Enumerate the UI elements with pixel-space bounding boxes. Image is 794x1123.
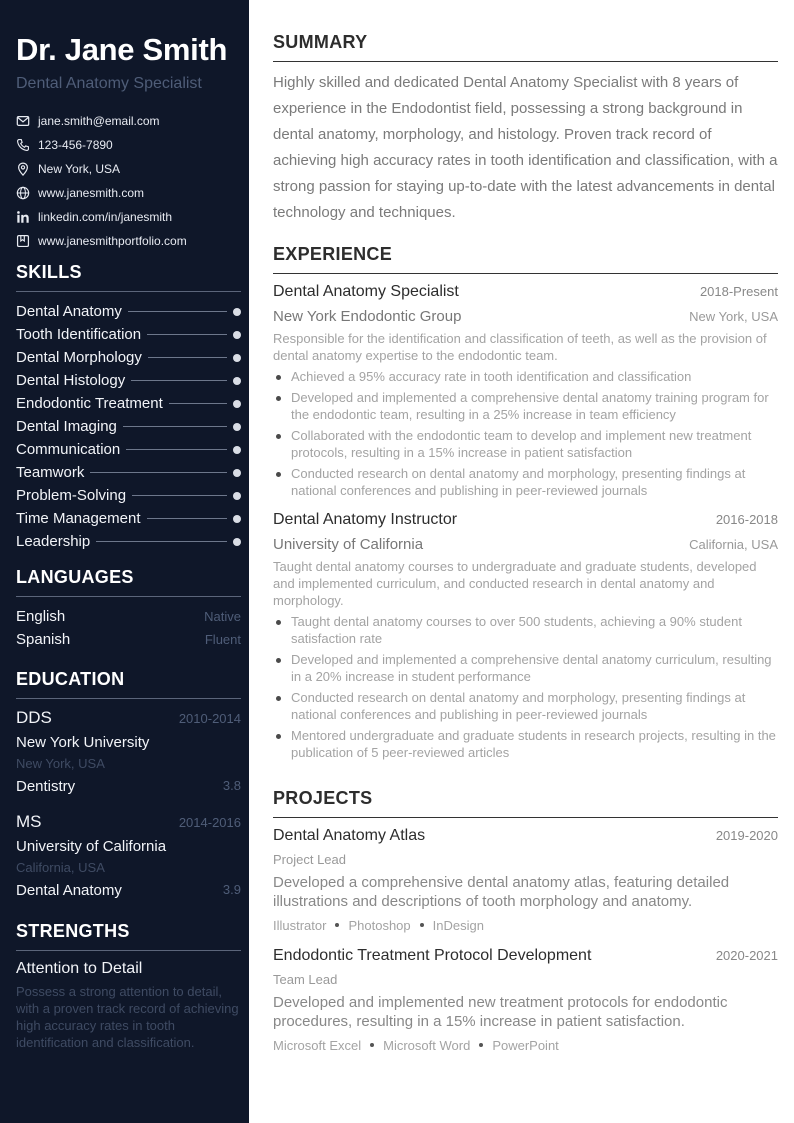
education-field: Dental Anatomy [16,882,122,899]
skill-item [16,461,241,484]
location-icon [16,162,30,176]
experience-entry [273,283,778,499]
job-dates: 2018-Present [699,284,778,299]
summary-heading: SUMMARY [273,32,778,62]
summary-text: Highly skilled and dedicated Dental Anatomy Specialist with 8 years of experience in the Endodontist field, possessing a strong background in dental anatomy, morphology, and histology. Proven track record of achieving high accuracy rates in tooth identification and classification, with a strong passion for staying up-to-date with the latest advancements in dental technology and techniques. [273,74,778,221]
skill-dot [233,515,241,523]
skill-dot [233,446,241,454]
project-entry [273,827,778,935]
education-field-row [16,882,241,904]
contact-portfolio[interactable] [16,229,241,253]
candidate-name: Dr. Jane Smith [16,32,228,67]
project-role: Team Lead [273,972,338,987]
job-dates: 2016-2018 [715,512,778,527]
skill-dot [233,331,241,339]
experience-entry [273,511,778,761]
education-heading: EDUCATION [16,669,241,699]
job-company: New York Endodontic Group [273,308,462,325]
achievement-item: Mentored undergraduate and graduate students in research projects, resulting in the publication of 5 peer-reviewed articles [273,727,778,761]
language-item [16,605,241,628]
contact-linkedin[interactable] [16,205,241,229]
project-role: Project Lead [273,852,346,867]
project-title: Endodontic Treatment Protocol Development [273,947,592,964]
languages-section [16,567,241,651]
contact-location [16,157,241,181]
education-field: Dentistry [16,778,76,795]
skills-section [16,262,241,553]
contact-list [16,109,241,253]
experience-heading: EXPERIENCE [273,244,778,274]
project-entry [273,947,778,1055]
achievement-item: Developed and implemented a comprehensive dental anatomy curriculum, resulting in a 20% increase in student performance [273,651,778,685]
language-level: Fluent [204,632,241,647]
achievement-item: Taught dental anatomy courses to over 500 students, achieving a 90% student satisfaction rate [273,613,778,647]
job-title: Dental Anatomy Specialist [273,283,459,300]
skill-label: Dental Imaging [16,418,117,435]
education-degree: MS [16,812,42,831]
tool-item: Microsoft Excel [273,1037,362,1053]
skill-line [90,472,227,473]
projects-section [273,788,778,1055]
portfolio-icon [16,234,30,248]
skill-item [16,530,241,553]
education-years: 2014-2016 [178,815,241,830]
project-header [273,827,778,852]
skill-item [16,415,241,438]
education-school: New York University [16,734,150,751]
linkedin-icon [16,210,30,224]
education-degree: DDS [16,708,52,727]
skill-dot [233,308,241,316]
language-level: Native [204,609,241,624]
summary-section [273,32,778,226]
job-location: California, USA [689,537,778,552]
projects-heading: PROJECTS [273,788,778,818]
contact-email[interactable] [16,109,241,133]
job-achievements [273,613,778,761]
tool-item: PowerPoint [492,1037,559,1053]
tool-item: InDesign [432,917,484,933]
skill-dot [233,423,241,431]
tool-separator [420,923,424,927]
contact-website-text: www.janesmith.com [38,186,145,200]
project-header [273,947,778,972]
language-name: English [16,608,66,625]
phone-icon [16,138,30,152]
strength-title: Attention to Detail [16,960,143,977]
skill-label: Communication [16,441,121,458]
skill-label: Time Management [16,510,141,527]
tool-separator [335,923,339,927]
language-item [16,628,241,651]
contact-portfolio-text: www.janesmithportfolio.com [38,234,187,248]
skill-dot [233,492,241,500]
achievement-item: Achieved a 95% accuracy rate in tooth identification and classification [273,368,778,385]
skill-item [16,438,241,461]
skill-line [147,334,227,335]
skill-line [128,311,227,312]
education-entry [16,812,241,904]
achievement-item: Collaborated with the endodontic team to develop and implement new treatment protocols, resulting in a 15% increase in patient satisfaction [273,427,778,461]
tool-separator [479,1043,483,1047]
skill-dot [233,469,241,477]
achievement-item: Developed and implemented a comprehensive dental anatomy training program for the endodontic team, resulting in a 25% increase in team efficiency [273,389,778,423]
skill-item [16,300,241,323]
candidate-title: Dental Anatomy Specialist [16,75,202,92]
skill-line [123,426,227,427]
job-header [273,283,778,308]
skill-label: Tooth Identification [16,326,142,343]
skill-line [96,541,227,542]
project-dates: 2020-2021 [715,948,778,963]
education-entry [16,708,241,800]
project-title: Dental Anatomy Atlas [273,827,426,844]
skill-item [16,346,241,369]
job-title: Dental Anatomy Instructor [273,511,458,528]
education-field-row [16,778,241,800]
skill-line [132,495,227,496]
achievement-item: Conducted research on dental anatomy and morphology, presenting findings at national conferences and publishing in peer-reviewed journals [273,689,778,723]
job-description: Responsible for the identification and classification of teeth, as well as the provision of dental anatomy expertise to the endodontic team. [273,331,767,363]
contact-location-text: New York, USA [38,162,121,176]
education-years: 2010-2014 [178,711,241,726]
skills-list [16,300,241,553]
skill-dot [233,538,241,546]
project-description: Developed a comprehensive dental anatomy atlas, featuring detailed illustrations and descriptions of tooth morphology and anatomy. [273,874,730,910]
sidebar [0,0,249,1123]
skill-item [16,369,241,392]
education-degree-row [16,812,241,838]
languages-list [16,605,241,651]
education-section [16,669,241,904]
tool-item: Illustrator [273,917,327,933]
contact-phone[interactable] [16,133,241,157]
language-name: Spanish [16,631,71,648]
skill-label: Teamwork [16,464,85,481]
skill-dot [233,354,241,362]
education-location: New York, USA [16,756,105,771]
project-tools [273,1035,778,1055]
project-description: Developed and implemented new treatment protocols for endodontic procedures, resulting in a 15% increase in patient satisfaction. [273,994,728,1030]
job-description: Taught dental anatomy courses to undergraduate and graduate students, developed and implemented curriculum, and conducted research in dental anatomy and morphology. [273,559,757,608]
project-tools [273,915,778,935]
education-degree-row [16,708,241,734]
job-company: University of California [273,536,424,553]
strengths-section [16,921,241,1051]
skill-label: Endodontic Treatment [16,395,163,412]
languages-heading: LANGUAGES [16,567,241,597]
project-dates: 2019-2020 [715,828,778,843]
email-icon [16,114,30,128]
contact-linkedin-text: linkedin.com/in/janesmith [38,210,173,224]
skills-heading: SKILLS [16,262,241,292]
contact-email-text: jane.smith@email.com [38,114,160,128]
achievement-item: Conducted research on dental anatomy and morphology, presenting findings at national conferences and publishing in peer-reviewed journals [273,465,778,499]
skill-item [16,484,241,507]
tool-item: Microsoft Word [383,1037,471,1053]
contact-website[interactable] [16,181,241,205]
skill-line [131,380,227,381]
education-school: University of California [16,838,167,855]
skill-dot [233,377,241,385]
experience-section [273,244,778,765]
skill-item [16,507,241,530]
education-gpa: 3.8 [222,778,241,793]
skill-label: Dental Histology [16,372,126,389]
skill-line [147,518,228,519]
job-subheader [273,308,778,330]
job-header [273,511,778,536]
globe-icon [16,186,30,200]
job-location: New York, USA [689,309,778,324]
job-achievements [273,368,778,499]
skill-label: Problem-Solving [16,487,127,504]
skill-label: Leadership [16,533,91,550]
tool-item: Photoshop [348,917,411,933]
skill-dot [233,400,241,408]
skill-item [16,323,241,346]
skill-line [126,449,227,450]
education-gpa: 3.9 [222,882,241,897]
skill-label: Dental Anatomy [16,303,122,320]
skill-line [169,403,227,404]
contact-phone-text: 123-456-7890 [38,138,113,152]
strengths-heading: STRENGTHS [16,921,241,951]
skill-label: Dental Morphology [16,349,142,366]
strength-description: Possess a strong attention to detail, with a proven track record of achieving high accuracy rates in tooth identification and classification. [16,984,239,1050]
skill-item [16,392,241,415]
skill-line [148,357,227,358]
education-location: California, USA [16,860,105,875]
tool-separator [370,1043,374,1047]
job-subheader [273,536,778,558]
